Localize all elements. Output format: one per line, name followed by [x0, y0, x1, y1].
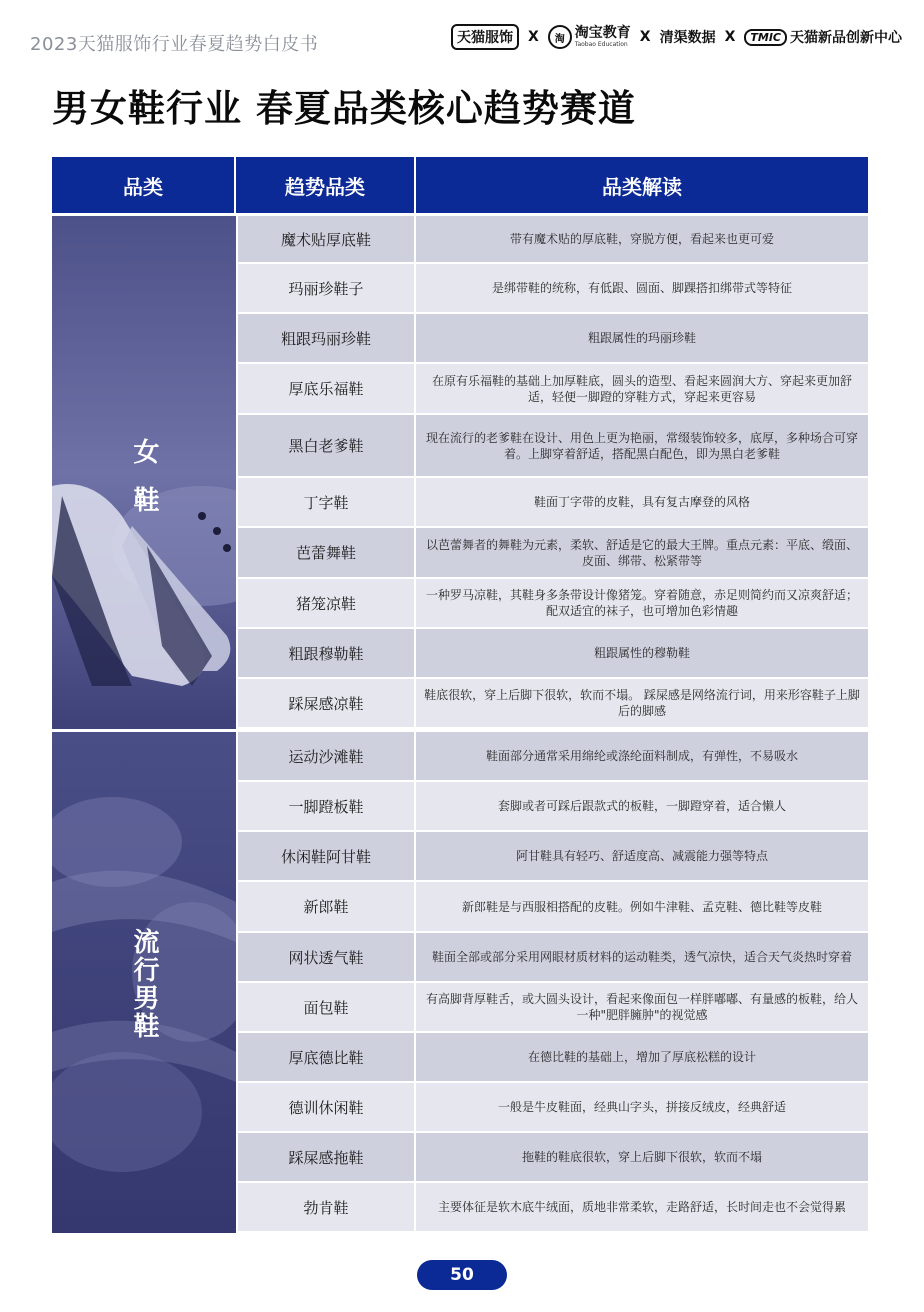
table-header: [52, 157, 868, 213]
category-description: 有高脚背厚鞋舌，或大圆头设计，看起来像面包一样胖嘟嘟、有量感的板鞋，给人一种"肥胖臃肿"的视觉感: [414, 983, 868, 1031]
column-header: 品类: [123, 174, 163, 199]
category-description: 鞋面丁字带的皮鞋，具有复古摩登的风格: [414, 478, 868, 526]
trend-category-name: 芭蕾舞鞋: [236, 528, 414, 577]
trend-category-name: 粗跟玛丽珍鞋: [236, 314, 414, 362]
table-row: [236, 832, 868, 882]
category-description: 以芭蕾舞者的舞鞋为元素，柔软、舒适是它的最大王牌。重点元素：平底、缎面、皮面、绑带、松紧带等: [414, 528, 868, 577]
table-row: [236, 1083, 868, 1133]
taobao-education-logo: 淘 淘宝教育 Taobao Education: [548, 25, 631, 49]
column-header: 品类解读: [414, 157, 868, 213]
trend-table: [52, 157, 868, 1233]
taobao-icon: 淘: [548, 25, 572, 49]
category-description: 主要体征是软木底牛绒面，质地非常柔软，走路舒适，长时间走也不会觉得累: [414, 1183, 868, 1231]
category-description: 在德比鞋的基础上，增加了厚底松糕的设计: [414, 1033, 868, 1081]
table-row: [236, 478, 868, 528]
page-number: 50: [417, 1260, 507, 1290]
trend-category-name: 踩屎感凉鞋: [236, 679, 414, 727]
category-cell: [52, 732, 236, 1233]
table-row: [236, 1183, 868, 1233]
column-header: 趋势品类: [234, 157, 414, 213]
trend-category-name: 网状透气鞋: [236, 933, 414, 981]
trend-category-name: 厚底乐福鞋: [236, 364, 414, 413]
category-description: 现在流行的老爹鞋在设计、用色上更为艳丽，常缀装饰较多，底厚，多种场合可穿着。上脚穿着舒适，搭配黑白配色，即为黑白老爹鞋: [414, 415, 868, 476]
page-header: [0, 0, 924, 80]
category-description: 粗跟属性的玛丽珍鞋: [414, 314, 868, 362]
category-group: [52, 732, 868, 1233]
category-description: 新郎鞋是与西服相搭配的皮鞋。例如牛津鞋、孟克鞋、德比鞋等皮鞋: [414, 882, 868, 931]
table-row: [236, 983, 868, 1033]
tmall-fashion-logo: 天猫服饰: [451, 24, 519, 50]
category-label: 流行男鞋: [129, 928, 159, 1040]
category-label: 女鞋: [129, 438, 159, 534]
table-row: [236, 1133, 868, 1183]
category-description: 鞋面部分通常采用绵纶或涤纶面料制成，有弹性，不易吸水: [414, 732, 868, 780]
table-row: [236, 314, 868, 364]
tmic-logo: TMIC 天猫新品创新中心: [744, 27, 902, 47]
table-row: [236, 679, 868, 729]
trend-category-name: 新郎鞋: [236, 882, 414, 931]
separator: X: [724, 29, 736, 45]
trend-category-name: 魔术贴厚底鞋: [236, 216, 414, 262]
trend-category-name: 德训休闲鞋: [236, 1083, 414, 1131]
report-title: 2023天猫服饰行业春夏趋势白皮书: [30, 34, 319, 55]
table-row: [236, 732, 868, 782]
trend-category-name: 面包鞋: [236, 983, 414, 1031]
table-row: [236, 933, 868, 983]
partner-logos: [451, 24, 902, 50]
category-group: [52, 216, 868, 729]
category-cell: [52, 216, 236, 729]
qingqu-data-logo: 清渠数据: [659, 30, 716, 46]
trend-category-name: 休闲鞋阿甘鞋: [236, 832, 414, 880]
category-description: 粗跟属性的穆勒鞋: [414, 629, 868, 677]
trend-category-name: 粗跟穆勒鞋: [236, 629, 414, 677]
trend-category-name: 运动沙滩鞋: [236, 732, 414, 780]
table-row: [236, 579, 868, 629]
trend-category-name: 厚底德比鞋: [236, 1033, 414, 1081]
trend-category-name: 勃肯鞋: [236, 1183, 414, 1231]
table-row: [236, 415, 868, 478]
table-row: [236, 528, 868, 579]
trend-category-name: 玛丽珍鞋子: [236, 264, 414, 312]
category-description: 一种罗马凉鞋，其鞋身多条带设计像猪笼。穿着随意，赤足则简约而又凉爽舒适；配双适宜的袜子，也可增加色彩情趣: [414, 579, 868, 627]
category-description: 拖鞋的鞋底很软，穿上后脚下很软，软而不塌: [414, 1133, 868, 1181]
table-row: [236, 264, 868, 314]
category-description: 一般是牛皮鞋面，经典山字头，拼接反绒皮，经典舒适: [414, 1083, 868, 1131]
table-row: [236, 1033, 868, 1083]
trend-category-name: 猪笼凉鞋: [236, 579, 414, 627]
category-description: 是绑带鞋的统称，有低跟、圆面、脚踝搭扣绑带式等特征: [414, 264, 868, 312]
separator: X: [527, 29, 539, 45]
page-heading: 男女鞋行业 春夏品类核心趋势赛道: [52, 87, 636, 130]
category-description: 在原有乐福鞋的基础上加厚鞋底，圆头的造型、看起来圆润大方、穿起来更加舒适，轻便一脚蹬的穿鞋方式，穿起来更容易: [414, 364, 868, 413]
trend-category-name: 丁字鞋: [236, 478, 414, 526]
separator: X: [639, 29, 651, 45]
trend-category-name: 一脚蹬板鞋: [236, 782, 414, 830]
category-description: 套脚或者可踩后跟款式的板鞋，一脚蹬穿着，适合懒人: [414, 782, 868, 830]
category-description: 鞋底很软，穿上后脚下很软，软而不塌。 踩屎感是网络流行词，用来形容鞋子上脚后的脚感: [414, 679, 868, 727]
category-description: 鞋面全部或部分采用网眼材质材料的运动鞋类，透气凉快，适合天气炎热时穿着: [414, 933, 868, 981]
table-body: [52, 216, 868, 1233]
trend-category-name: 踩屎感拖鞋: [236, 1133, 414, 1181]
table-row: [236, 364, 868, 415]
table-row: [236, 782, 868, 832]
category-description: 带有魔术贴的厚底鞋，穿脱方便，看起来也更可爱: [414, 216, 868, 262]
table-row: [236, 882, 868, 933]
category-description: 阿甘鞋具有轻巧、舒适度高、减震能力强等特点: [414, 832, 868, 880]
table-row: [236, 629, 868, 679]
trend-category-name: 黑白老爹鞋: [236, 415, 414, 476]
table-row: [236, 216, 868, 264]
